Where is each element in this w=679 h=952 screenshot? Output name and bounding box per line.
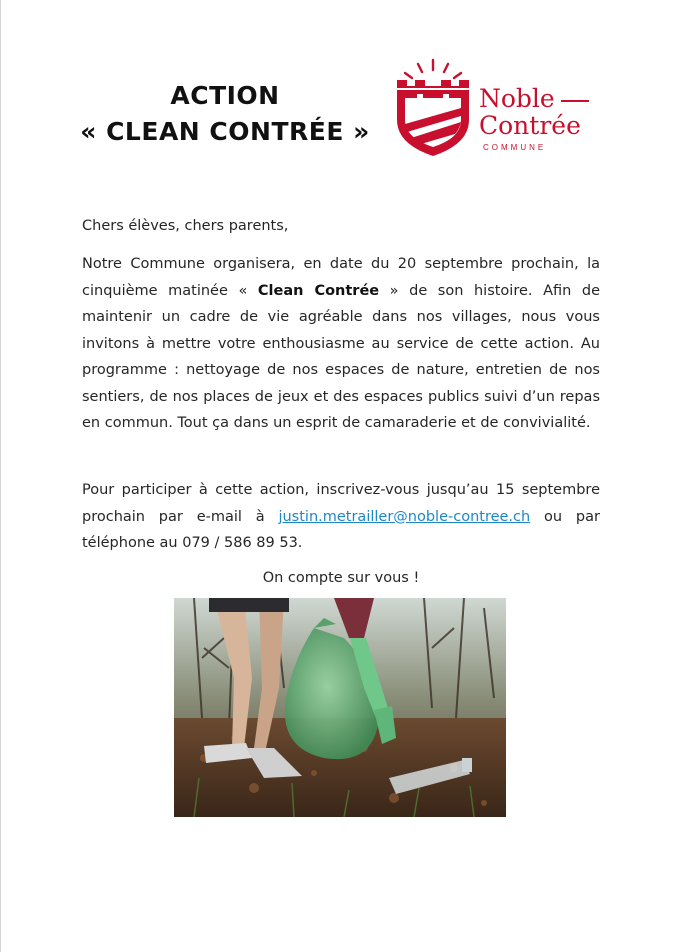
closing-line: On compte sur vous ! (262, 570, 420, 586)
title-line-2: « CLEAN CONTRÉE » (80, 117, 370, 146)
logo-wordmark (479, 85, 589, 139)
cleanup-photo (174, 598, 506, 817)
logo-subtitle: COMMUNE (483, 143, 547, 152)
title-line-1: ACTION (170, 81, 280, 110)
commune-logo (393, 58, 603, 158)
paragraph-1-intro: Notre Commune organisera, en date du 20 septembre prochain, la cinquième matinée « (82, 256, 600, 299)
paragraph-2 (82, 477, 600, 557)
logo-name-line-1: Noble (479, 85, 589, 112)
page-title (60, 78, 390, 150)
email-link[interactable]: justin.metrailler@noble-contree.ch (278, 508, 531, 525)
logo-name-line-2: Contrée (479, 111, 581, 140)
paragraph-2-intro: Pour participer à cette action, inscrivez-vous jusqu’au 15 septembre prochain par e-mail à (82, 482, 600, 525)
event-name: Clean Contrée (257, 282, 380, 299)
page-edge (0, 0, 1, 952)
castle-shield-icon (393, 58, 473, 158)
paragraph-1 (82, 251, 600, 437)
paragraph-2-end: ou par téléphone au 079 / 586 89 53. (82, 508, 600, 551)
paragraph-1-body: » de son histoire. Afin de maintenir un cadre de vie agréable dans nos villages, nous vous invitons à mettre votre enthousiasme au service de cette action. Au programme : nettoyage de nos espaces de nature, entretien de nos sentiers, de nos places de jeux et des espaces publics suivi d’un repas en commun. Tout ça dans un esprit de camaraderie et de convivialité. (82, 282, 600, 431)
greeting: Chers élèves, chers parents, (82, 218, 289, 234)
